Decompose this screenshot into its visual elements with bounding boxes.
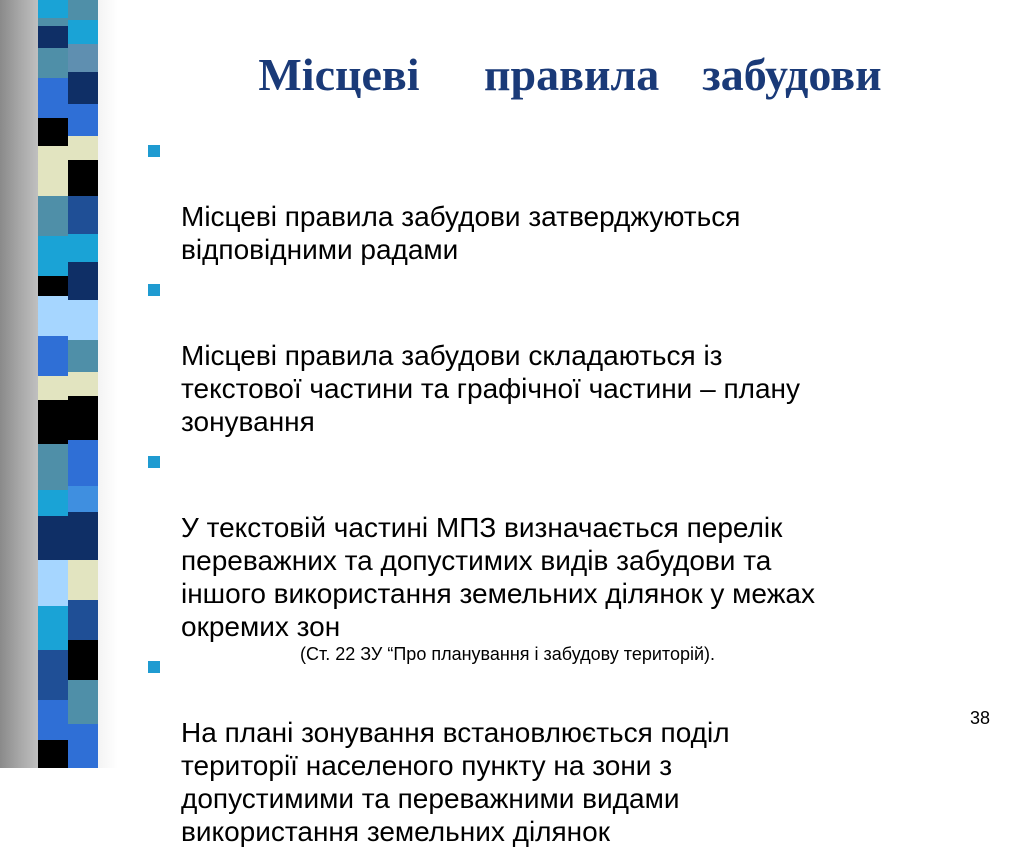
square-bullet-icon [148,456,160,468]
stripe-band [68,560,98,600]
stripe-band [68,262,98,300]
stripe-band [38,26,68,48]
bullet-text: На плані зонування встановлюється поділ території населеного пункту на зони з допустимими та переважними видами використання земельних ділянок [181,717,730,847]
stripe-band [38,236,68,276]
stripe-band [38,490,68,516]
stripe-band [38,276,68,296]
stripe-band [38,650,68,700]
stripe-band [38,376,68,400]
square-bullet-icon [148,284,160,296]
stripe-band [68,512,98,560]
stripe-band [68,486,98,512]
page-number: 38 [969,708,990,728]
square-bullet-icon [148,145,160,157]
stripe-band [38,740,68,768]
stripe-band [68,724,98,768]
square-bullet-icon [148,661,160,673]
stripe-band [38,516,68,560]
stripe-band [38,18,68,26]
stripe-band [68,640,98,680]
stripe-band [68,136,98,160]
bullet-item [148,134,968,266]
stripe-band [68,600,98,640]
stripe-band [68,396,98,440]
stripe-band [38,444,68,490]
stripe-band [68,20,98,44]
stripe-band [68,372,98,396]
stripe-band [68,160,98,196]
citation: (Ст. 22 ЗУ “Про планування і забудову територій). [300,644,716,664]
decorative-stripe-right [68,0,98,768]
stripe-band [38,296,68,336]
stripe-band [68,234,98,262]
stripe-band [38,146,68,196]
bullet-item [148,650,968,848]
slide-title: Місцеві правила забудови [258,49,882,100]
stripe-band [38,78,68,118]
stripe-band [68,72,98,104]
bullet-list [148,134,968,855]
bullet-item [148,445,968,643]
stripe-band [68,44,98,72]
stripe-band [38,196,68,236]
stripe-band [68,0,98,20]
stripe-band [38,700,68,740]
bullet-text: Місцеві правила забудови складаються із текстової частини та графічної частини – плану зонування [181,340,800,437]
stripe-band [38,336,68,376]
bullet-item [148,273,968,438]
stripe-band [68,104,98,136]
stripe-band [38,118,68,146]
bullet-text: Місцеві правила забудови затверджуються відповідними радами [181,201,741,265]
decorative-stripe-left [38,0,68,768]
stripe-band [68,680,98,724]
stripe-band [38,0,68,18]
stripe-band [68,196,98,234]
stripe-band [68,300,98,340]
stripe-band [38,606,68,650]
stripe-band [68,440,98,486]
stripe-band [38,48,68,78]
stripe-band [38,400,68,444]
stripe-band [68,340,98,372]
stripe-band [38,560,68,606]
bullet-text: У текстовій частині МПЗ визначається перелік переважних та допустимих видів забудови та іншого використання земельних ділянок у межах окремих зон [181,512,815,642]
